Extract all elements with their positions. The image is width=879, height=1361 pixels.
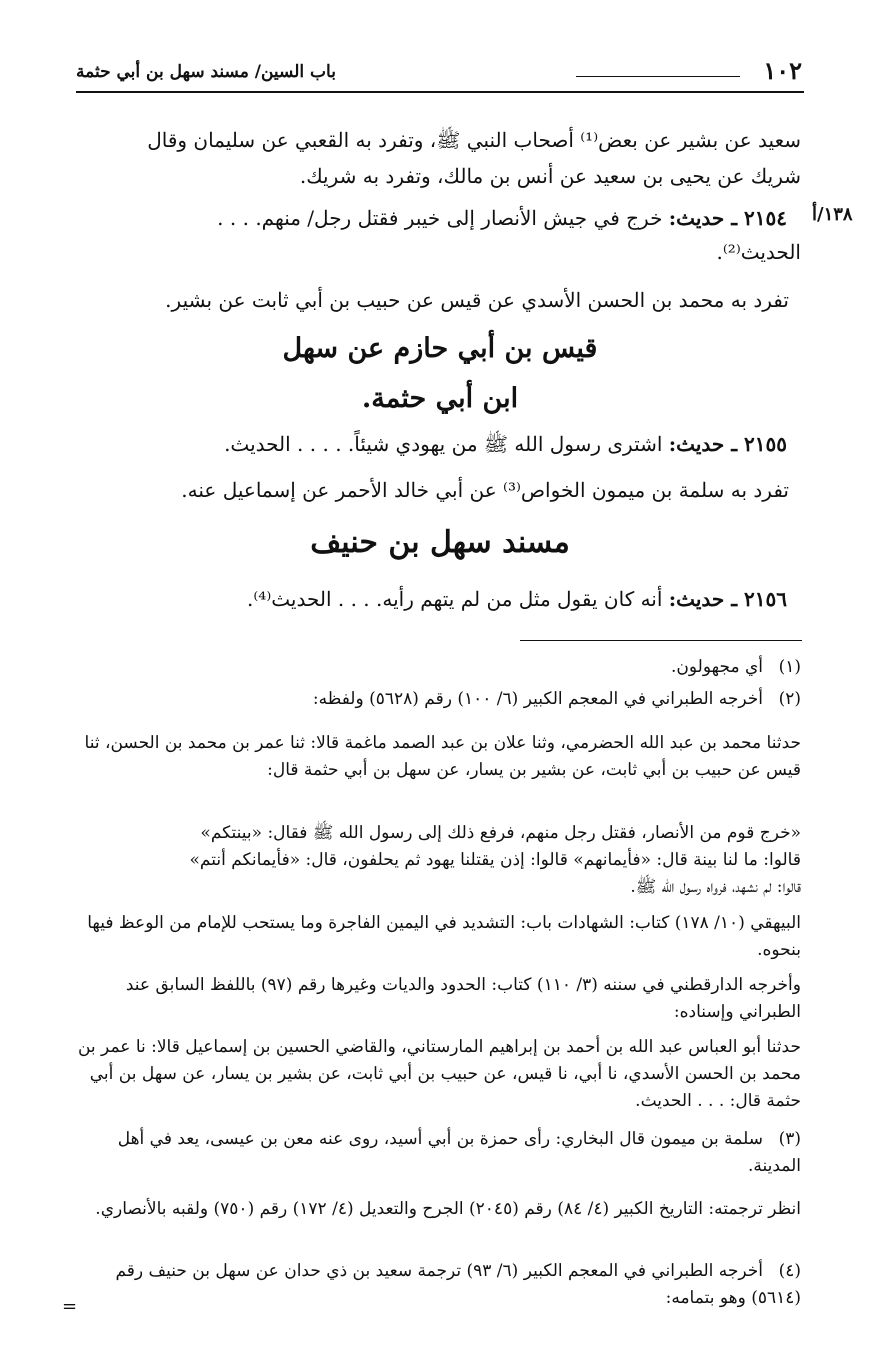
footnote-text: أي مجهولون. (671, 657, 763, 677)
hadith-number: ٢١٥٦ ـ حديث: (668, 587, 787, 611)
footnote-4 (76, 1258, 801, 1312)
running-title: باب السين/ مسند سهل بن أبي حثمة (76, 62, 336, 82)
footnote-number: (٣) (778, 1129, 801, 1149)
section-heading: ابن أبي حثمة. (361, 383, 519, 414)
footnote-paragraph: قالوا: ما لنا بينة قال: «فأيمانهم» قالوا: إذن يقتلنا يهود ثم يحلفون، قال: «فأيمانكم أنتم» (189, 850, 801, 870)
footnote-rule (520, 640, 802, 641)
footnote-paragraph: البيهقي (١٠/ ١٧٨) كتاب: الشهادات باب: التشديد في اليمين الفاجرة وما يستحب للإمام من الوعظ فيها بنحوه. (87, 913, 801, 960)
text-line: تفرد به سلمة بن ميمون الخواص⁽³⁾ عن أبي خالد الأحمر عن إسماعيل عنه. (181, 478, 789, 502)
footnote-number: (٢) (778, 689, 801, 709)
continuation-mark: = (62, 1296, 78, 1317)
manuscript-folio-ref: ١٣٨/أ (812, 204, 853, 225)
section-heading: قيس بن أبي حازم عن سهل (282, 333, 598, 364)
hadith-2155 (76, 428, 787, 460)
section-heading: مسند سهل بن حنيف (310, 525, 570, 560)
text-line: تفرد به محمد بن الحسن الأسدي عن قيس عن حبيب بن أبي ثابت عن بشير. (165, 288, 789, 312)
hadith-2156 (76, 583, 787, 615)
hadith-2154 (76, 202, 787, 234)
footnote-1 (76, 654, 801, 681)
footnote-paragraph: انظر ترجمته: التاريخ الكبير (٤/ ٨٤) رقم (٢٠٤٥) الجرح والتعديل (٤/ ١٧٢) رقم (٧٥٠) ولقبه بالأنصاري. (95, 1199, 801, 1219)
footnote-number: (٤) (778, 1261, 801, 1281)
hadith-number: ٢١٥٥ ـ حديث: (668, 432, 787, 456)
footnote-paragraph: وأخرجه الدارقطني في سننه (٣/ ١١٠) كتاب: الحدود والديات وغيرها رقم (٩٧) باللفظ السابق عند الطبراني وإسناده: (125, 975, 801, 1022)
footnote-number: (١) (778, 657, 801, 677)
text-line: شريك عن يحيى بن سعيد عن أنس بن مالك، وتفرد به شريك. (299, 164, 801, 188)
footnote-paragraph: حدثنا أبو العباس عبد الله بن أحمد بن إبراهيم المارستاني، والقاضي الحسين بن إسماعيل قالا: نا عمر بن محمد بن الحسن الأسدي، نا أبي، نا قيس، عن حبيب بن أبي ثابت، عن بشير بن يسار، عن سهل بن أبي حثمة قال: . . . الحديث. (77, 1037, 801, 1111)
hadith-number: ٢١٥٤ ـ حديث: (668, 206, 787, 230)
hadith-text: خرج في جيش الأنصار إلى خيبر فقتل رجل/ منهم. . . . (217, 206, 663, 230)
footnote-text: أخرجه الطبراني في المعجم الكبير (٦/ ١٠٠) رقم (٥٦٢٨) ولفظه: (312, 689, 763, 709)
hadith-text: اشترى رسول الله ﷺ من يهودي شيئاً. . . . . الحديث. (224, 432, 663, 456)
text-line: سعيد عن بشير عن بعض⁽¹⁾ أصحاب النبي ﷺ، وتفرد به القعبي عن سليمان وقال (147, 128, 801, 152)
header-rule (76, 91, 804, 93)
footnote-text: أخرجه الطبراني في المعجم الكبير (٦/ ٩٣) ترجمة سعيد بن ذي حدان عن سهل بن حنيف رقم (٥٦١٤) وهو بتمامه: (115, 1261, 801, 1308)
page-number: ١٠٢ (763, 56, 802, 85)
footnote-paragraph: حدثنا محمد بن عبد الله الحضرمي، وثنا علان بن عبد الصمد ماغمة قالا: ثنا عمر بن محمد بن الحسن، ثنا قيس عن حبيب بن أبي ثابت، عن بشير بن يسار، عن سهل بن أبي حثمة قال: (84, 733, 801, 780)
footnote-3 (76, 1126, 801, 1180)
footnote-paragraph: قالوا: لم نشهد، فرواه رسول الله ﷺ. (630, 877, 801, 897)
text-line: الحديث⁽²⁾. (716, 240, 801, 264)
header-dash (576, 76, 740, 77)
footnote-text: سلمة بن ميمون قال البخاري: رأى حمزة بن أبي أسيد، روى عنه معن بن عيسى، يعد في أهل المدينة. (117, 1129, 801, 1176)
hadith-text: أنه كان يقول مثل من لم يتهم رأيه. . . . الحديث⁽⁴⁾. (247, 587, 663, 611)
page-header (76, 56, 802, 86)
footnote-paragraph: «خرج قوم من الأنصار، فقتل رجل منهم، فرفع ذلك إلى رسول الله ﷺ فقال: «بينتكم» (200, 823, 801, 843)
footnote-2 (76, 686, 801, 713)
